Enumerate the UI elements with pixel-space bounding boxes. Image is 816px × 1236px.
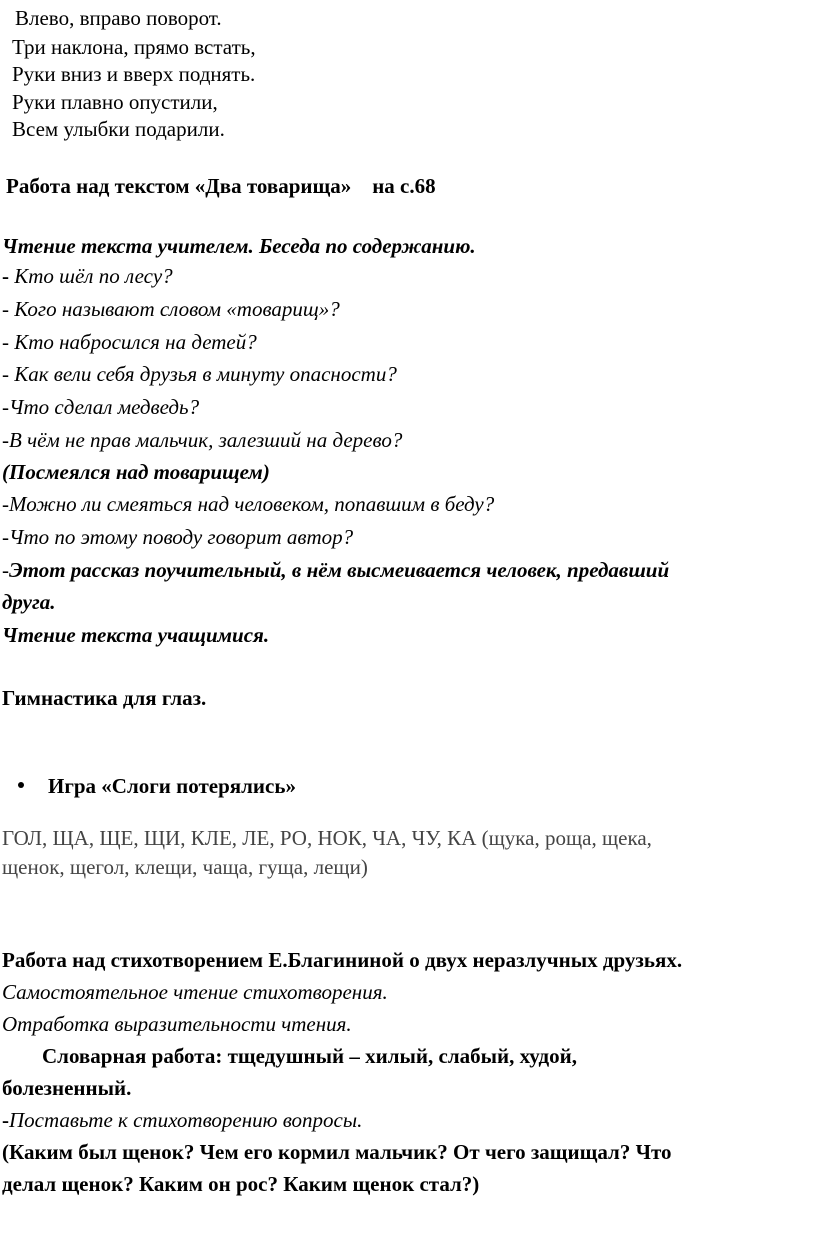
conclusion-dash: - xyxy=(2,558,9,582)
question-7: -Можно ли смеяться над человеком, попавшим в беду? xyxy=(2,492,495,516)
question-1-dash: - xyxy=(2,264,9,288)
task-line xyxy=(2,1110,362,1131)
eye-gymnastics: Гимнастика для глаз. xyxy=(2,686,207,710)
vocabulary-line-1: Словарная работа: тщедушный – хилый, слабый, худой, xyxy=(42,1044,577,1068)
poem-work-heading: Работа над стихотворением Е.Благининой о двух неразлучных друзьях. xyxy=(2,948,683,972)
game-title: Игра «Слоги потерялись» xyxy=(48,774,296,798)
poem-line-1: Влево, вправо поворот. xyxy=(15,6,222,30)
question-1 xyxy=(2,266,173,287)
task-text: Поставьте к стихотворению вопросы. xyxy=(9,1108,363,1132)
poem-line-2: Три наклона, прямо встать, xyxy=(12,35,256,59)
question-6: -В чём не прав мальчик, залезший на дерево? xyxy=(2,428,403,452)
expressive-reading: Отработка выразительности чтения. xyxy=(2,1012,352,1036)
question-1-text: Кто шёл по лесу? xyxy=(9,264,173,288)
poem-line-5: Всем улыбки подарили. xyxy=(12,117,225,141)
conclusion-line-2: друга. xyxy=(2,590,56,614)
section-text-heading: Работа над текстом «Два товарища» на с.68 xyxy=(6,174,436,198)
task-dash: - xyxy=(2,1108,9,1132)
question-8: -Что по этому поводу говорит автор? xyxy=(2,525,354,549)
questions-line-2: делал щенок? Каким он рос? Каким щенок стал?) xyxy=(2,1172,480,1196)
question-5: -Что сделал медведь? xyxy=(2,395,200,419)
self-reading: Самостоятельное чтение стихотворения. xyxy=(2,980,388,1004)
vocabulary-line-2: болезненный. xyxy=(2,1076,132,1100)
question-3: - Кто набросился на детей? xyxy=(2,330,257,354)
answer-1: (Посмеялся над товарищем) xyxy=(2,460,270,484)
conclusion-text: Этот рассказ поучительный, в нём высмеивается человек, предавший xyxy=(9,558,670,582)
question-2: - Кого называют словом «товарищ»? xyxy=(2,297,340,321)
questions-line-1: (Каким был щенок? Чем его кормил мальчик? От чего защищал? Что xyxy=(2,1140,672,1164)
conclusion-line-1 xyxy=(2,560,669,581)
syllables-line-1: ГОЛ, ЩА, ЩЕ, ЩИ, КЛЕ, ЛЕ, РО, НОК, ЧА, ЧУ, КА (щука, роща, щека, xyxy=(2,826,652,850)
poem-line-4: Руки плавно опустили, xyxy=(12,90,218,114)
question-4: - Как вели себя друзья в минуту опасности? xyxy=(2,362,397,386)
reading-teacher: Чтение текста учителем. Беседа по содержанию. xyxy=(2,234,476,258)
bullet-icon xyxy=(18,782,24,788)
syllables-line-2: щенок, щегол, клещи, чаща, гуща, лещи) xyxy=(2,855,368,879)
reading-students: Чтение текста учащимися. xyxy=(2,623,270,647)
poem-line-3: Руки вниз и вверх поднять. xyxy=(12,62,256,86)
